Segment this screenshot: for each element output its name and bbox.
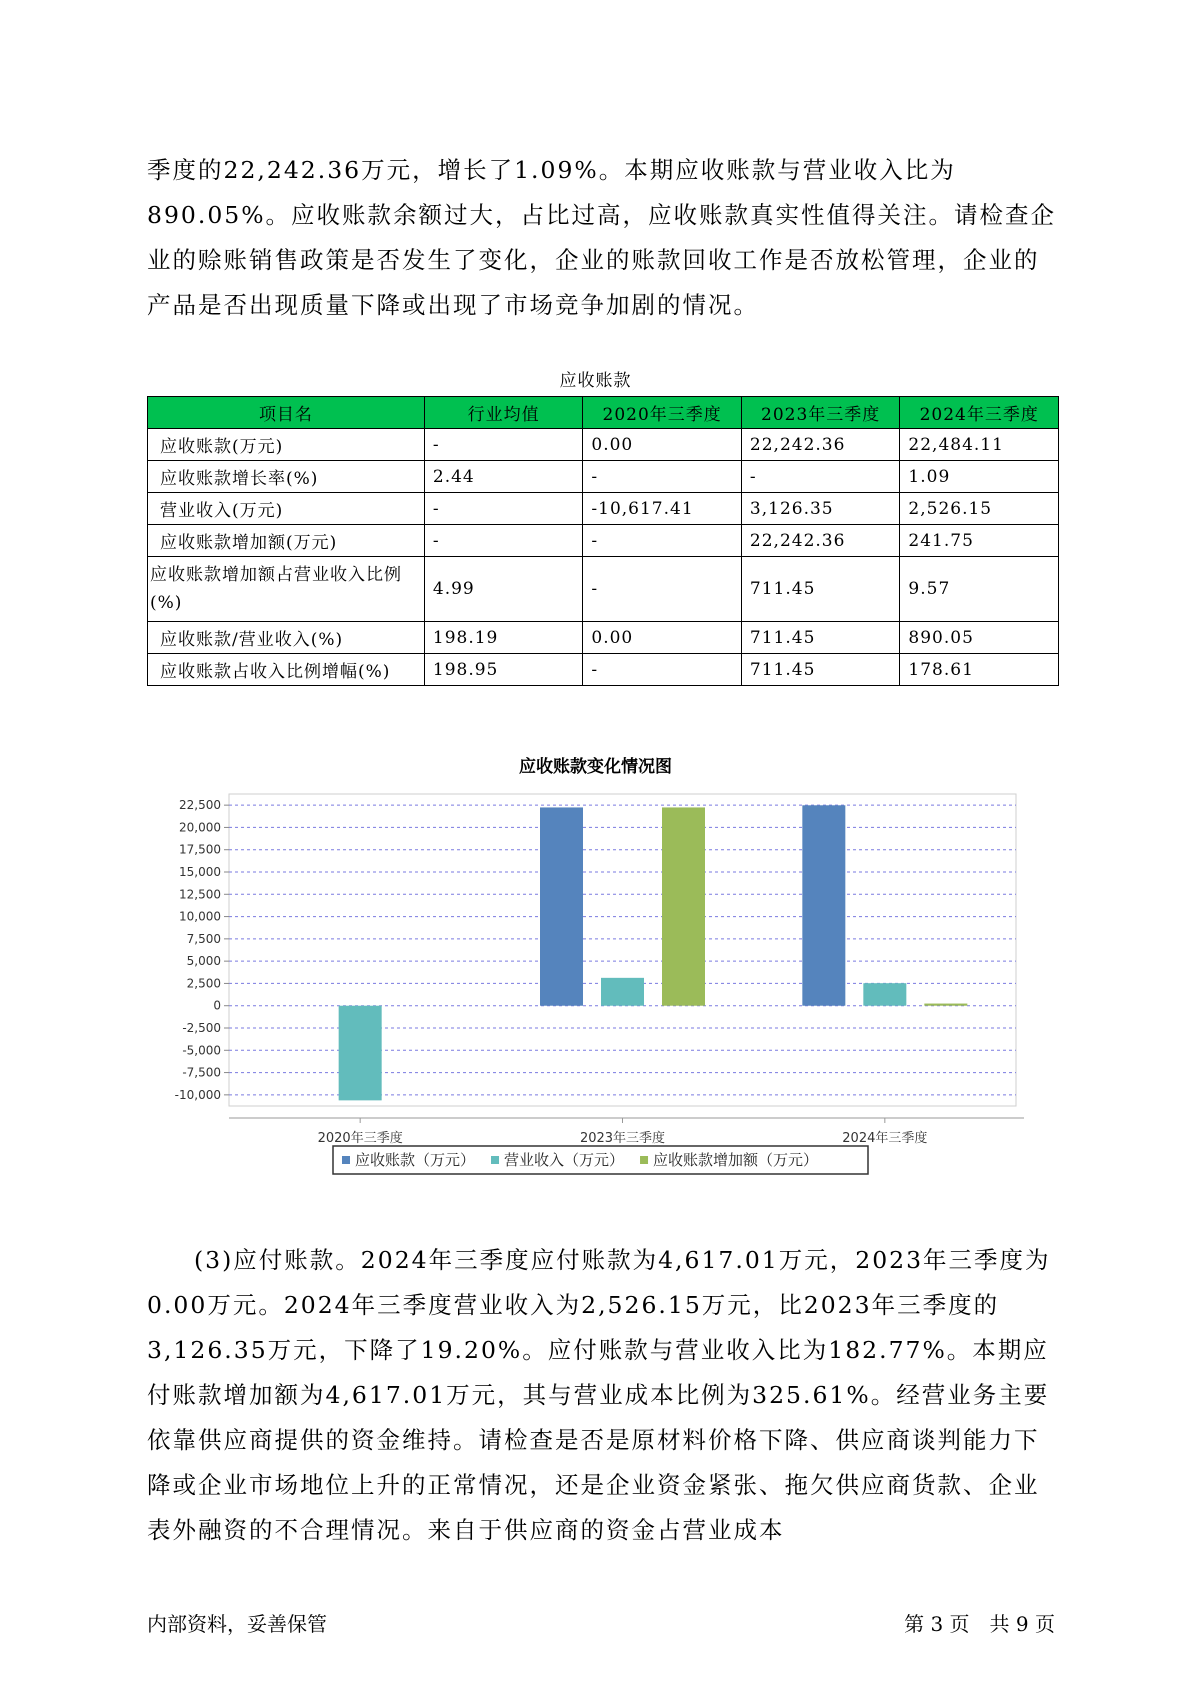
row-label: 应收账款(万元) xyxy=(148,429,425,461)
header-2023q3: 2023年三季度 xyxy=(741,397,900,429)
y-tick-label: -7,500 xyxy=(182,1065,221,1080)
cell-value: - xyxy=(424,493,583,525)
cell-value: 9.57 xyxy=(900,557,1059,622)
bar xyxy=(339,1006,382,1101)
cell-value: - xyxy=(583,525,742,557)
bar xyxy=(540,807,583,1005)
cell-value: 711.45 xyxy=(741,622,900,654)
footer-left-text: 内部资料，妥善保管 xyxy=(147,1612,327,1636)
cell-value: 711.45 xyxy=(741,557,900,622)
cell-value: 2,526.15 xyxy=(900,493,1059,525)
cell-value: 198.19 xyxy=(424,622,583,654)
table-row xyxy=(148,557,1059,622)
cell-value: - xyxy=(583,461,742,493)
bar xyxy=(924,1004,967,1006)
x-tick-label: 2024年三季度 xyxy=(842,1131,928,1146)
cell-value: 890.05 xyxy=(900,622,1059,654)
table-row xyxy=(148,654,1059,686)
chart-title: 应收账款变化情况图 xyxy=(519,757,672,777)
bar xyxy=(662,807,705,1005)
x-tick-label: 2023年三季度 xyxy=(579,1131,666,1146)
y-tick-label: 17,500 xyxy=(179,842,221,857)
legend-label: 营业收入（万元） xyxy=(504,1151,625,1169)
row-label: 营业收入(万元) xyxy=(148,493,425,525)
header-item-name: 项目名 xyxy=(148,397,425,429)
cell-value: 22,242.36 xyxy=(741,525,900,557)
y-tick-label: 20,000 xyxy=(179,820,221,835)
cell-value: 198.95 xyxy=(424,654,583,686)
cell-value: -10,617.41 xyxy=(583,493,742,525)
receivables-table xyxy=(147,396,1059,686)
y-tick-label: -2,500 xyxy=(182,1021,221,1035)
bar xyxy=(863,983,906,1006)
cell-value: 4.99 xyxy=(424,557,583,622)
legend-swatch xyxy=(491,1156,499,1164)
cell-value: 241.75 xyxy=(900,525,1059,557)
cell-value: 711.45 xyxy=(741,654,900,686)
cell-value: 178.61 xyxy=(900,654,1059,686)
header-industry-avg: 行业均值 xyxy=(424,397,583,429)
bar xyxy=(802,805,845,1005)
cell-value: - xyxy=(424,429,583,461)
table-row xyxy=(148,461,1059,493)
table-row xyxy=(148,493,1059,525)
cell-value: 3,126.35 xyxy=(741,493,900,525)
header-2020q3: 2020年三季度 xyxy=(583,397,742,429)
table-row xyxy=(148,429,1059,461)
cell-value: 22,242.36 xyxy=(741,429,900,461)
legend-swatch xyxy=(640,1156,648,1164)
bar xyxy=(601,978,644,1006)
page-number: 第 3 页 共 9 页 xyxy=(904,1612,1055,1636)
cell-value: 22,484.11 xyxy=(900,429,1059,461)
paragraph-top: 季度的22,242.36万元，增长了1.09%。本期应收账款与营业收入比为890.05%。应收账款余额过大，占比过高，应收账款真实性值得关注。请检查企业的赊账销售政策是否发生了变化，企业的账款回收工作是否放松管理，企业的产品是否出现质量下降或出现了市场竞争加剧的情况。 xyxy=(147,156,1057,319)
y-tick-label: 10,000 xyxy=(179,909,221,924)
bar-chart xyxy=(0,780,1191,1200)
table-row xyxy=(148,622,1059,654)
cell-value: - xyxy=(741,461,900,493)
legend-label: 应收账款增加额（万元） xyxy=(653,1151,819,1169)
paragraph-bottom xyxy=(147,1238,1057,1553)
cell-value: 0.00 xyxy=(583,429,742,461)
y-tick-label: -10,000 xyxy=(174,1087,221,1102)
row-label: 应收账款占收入比例增幅(%) xyxy=(148,654,425,686)
y-tick-label: 12,500 xyxy=(179,887,221,902)
table-header-row xyxy=(148,397,1059,429)
y-tick-label: 15,000 xyxy=(179,865,221,879)
y-tick-label: 5,000 xyxy=(186,954,221,969)
cell-value: - xyxy=(424,525,583,557)
y-tick-label: 2,500 xyxy=(186,976,221,991)
legend-swatch xyxy=(342,1156,350,1164)
cell-value: - xyxy=(583,557,742,622)
paragraph-bottom-text: (3)应付账款。2024年三季度应付账款为4,617.01万元，2023年三季度为0.00万元。2024年三季度营业收入为2,526.15万元，比2023年三季度的3,126.35万元，下降了19.20%。应付账款与营业收入比为182.77%。本期应付账款增加额为4,617.01万元，其与营业成本比例为325.61%。经营业务主要依靠供应商提供的资金维持。请检查是否是原材料价格下降、供应商谈判能力下降或企业市场地位上升的正常情况，还是企业资金紧张、拖欠供应商货款、企业表外融资的不合理情况。来自于供应商的资金占营业成本 xyxy=(147,1246,1051,1544)
row-label: 应收账款增加额(万元) xyxy=(148,525,425,557)
header-2024q3: 2024年三季度 xyxy=(900,397,1059,429)
cell-value: 1.09 xyxy=(900,461,1059,493)
cell-value: - xyxy=(583,654,742,686)
y-tick-label: 0 xyxy=(213,998,221,1013)
row-label: 应收账款增长率(%) xyxy=(148,461,425,493)
table-row xyxy=(148,525,1059,557)
y-tick-label: -5,000 xyxy=(182,1043,221,1058)
y-tick-label: 22,500 xyxy=(179,798,221,813)
legend-label: 应收账款（万元） xyxy=(355,1151,476,1169)
y-tick-label: 7,500 xyxy=(186,931,221,946)
cell-value: 0.00 xyxy=(583,622,742,654)
table-title: 应收账款 xyxy=(559,371,632,391)
cell-value: 2.44 xyxy=(424,461,583,493)
row-label: 应收账款增加额占营业收入比例(%) xyxy=(148,557,425,622)
x-tick-label: 2020年三季度 xyxy=(317,1131,403,1146)
row-label: 应收账款/营业收入(%) xyxy=(148,622,425,654)
